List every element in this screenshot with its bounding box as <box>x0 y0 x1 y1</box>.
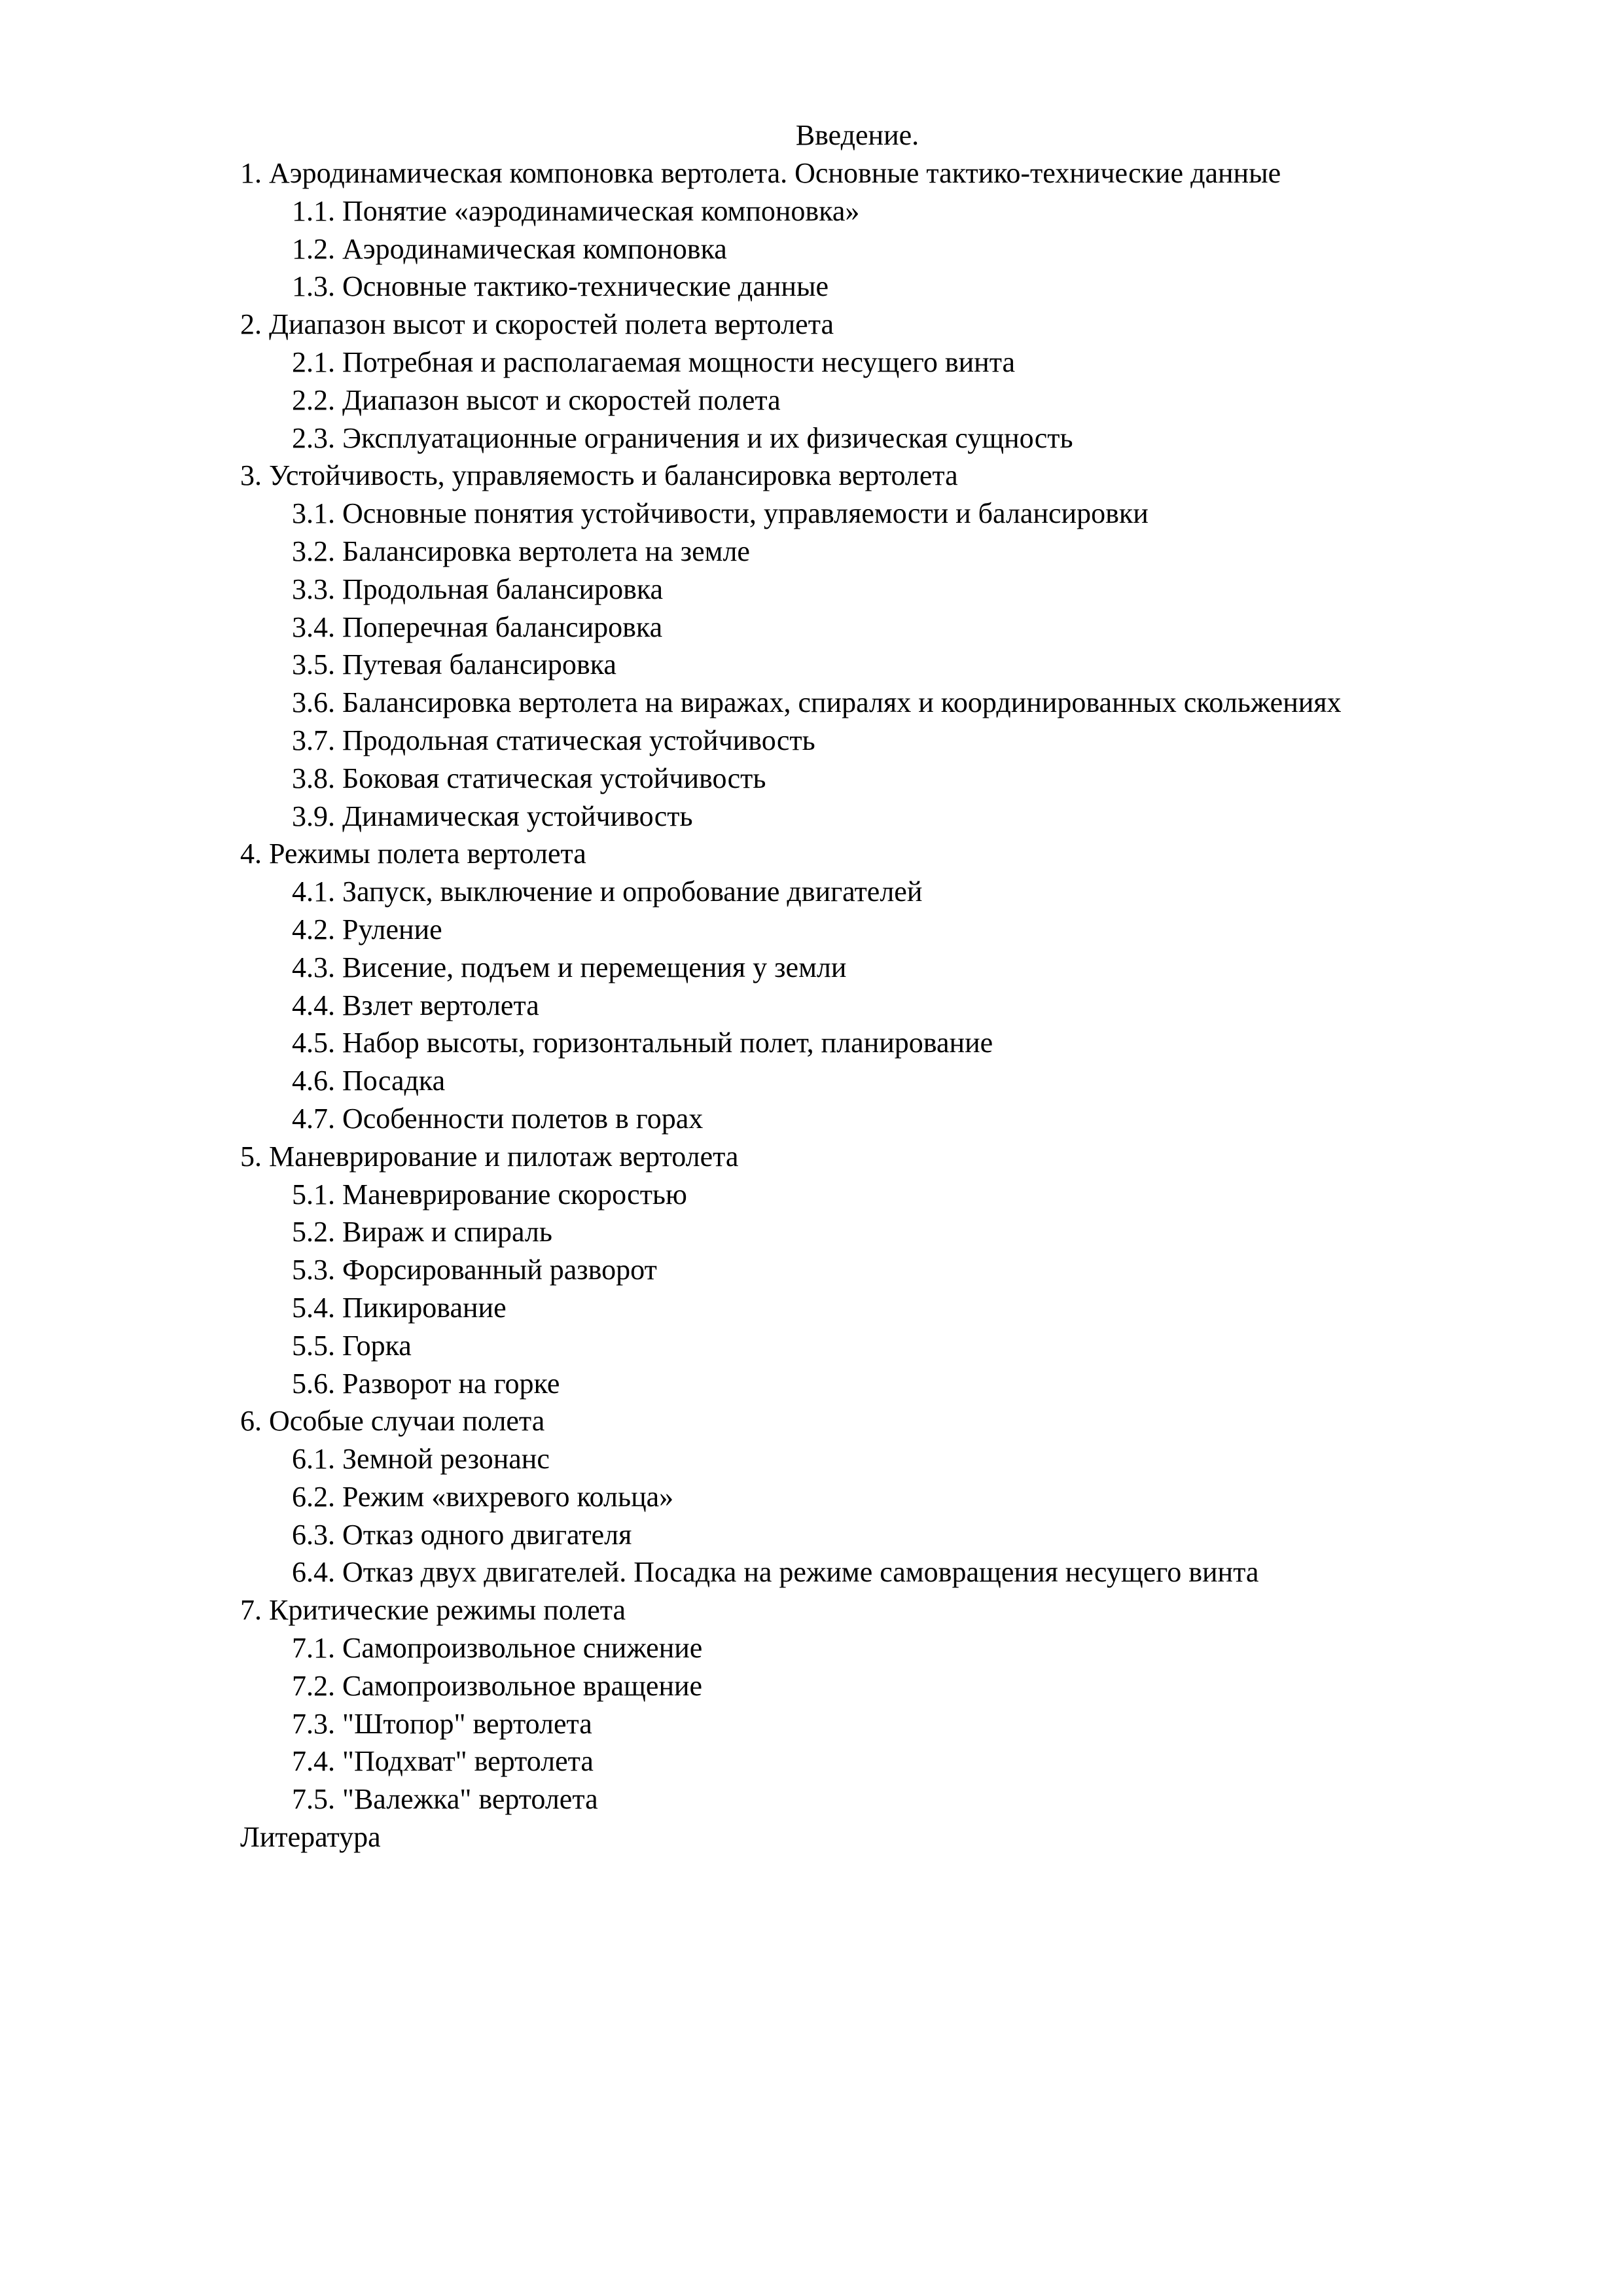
toc-subsection: 6.4. Отказ двух двигателей. Посадка на режиме самовращения несущего винта <box>292 1556 1259 1589</box>
toc-subsection: 7.2. Самопроизвольное вращение <box>292 1669 703 1702</box>
toc-subsection: 5.1. Маневрирование скоростью <box>292 1178 687 1210</box>
toc-subsection: 5.2. Вираж и спираль <box>292 1216 552 1248</box>
toc-section: 1. Аэродинамическая компоновка вертолета. Основные тактико-технические данные <box>240 157 1281 189</box>
toc-subsection: 3.2. Балансировка вертолета на земле <box>292 535 750 567</box>
toc-section: 5. Маневрирование и пилотаж вертолета <box>240 1140 739 1173</box>
toc-subsection: 5.4. Пикирование <box>292 1291 507 1324</box>
toc-subsection: 7.3. "Штопор" вертолета <box>292 1707 592 1740</box>
toc-section: 7. Критические режимы полета <box>240 1594 626 1627</box>
toc-section: 4. Режимы полета вертолета <box>240 838 586 870</box>
toc-section: 6. Особые случаи полета <box>240 1405 545 1438</box>
table-of-contents <box>240 154 1588 1856</box>
toc-subsection: 1.1. Понятие «аэродинамическая компоновка» <box>292 194 860 227</box>
toc-subsection: 2.3. Эксплуатационные ограничения и их физическая сущность <box>292 421 1073 454</box>
toc-subsection: 4.6. Посадка <box>292 1065 446 1097</box>
toc-subsection: 4.3. Висение, подъем и перемещения у земли <box>292 951 847 983</box>
toc-subsection: 5.3. Форсированный разворот <box>292 1254 657 1286</box>
toc-subsection: 4.5. Набор высоты, горизонтальный полет, планирование <box>292 1027 993 1059</box>
toc-subsection: 7.4. "Подхват" вертолета <box>292 1745 594 1778</box>
toc-subsection: 3.5. Путевая балансировка <box>292 648 616 681</box>
toc-section: Литература <box>240 1821 381 1854</box>
toc-subsection: 6.2. Режим «вихревого кольца» <box>292 1480 674 1513</box>
toc-subsection: 3.1. Основные понятия устойчивости, управляемости и балансировки <box>292 497 1149 530</box>
toc-subsection: 4.1. Запуск, выключение и опробование двигателей <box>292 875 923 908</box>
toc-subsection: 4.4. Взлет вертолета <box>292 989 539 1021</box>
toc-subsection: 7.1. Самопроизвольное снижение <box>292 1632 703 1665</box>
toc-subsection: 1.3. Основные тактико-технические данные <box>292 270 829 303</box>
toc-subsection: 2.2. Диапазон высот и скоростей полета <box>292 383 781 416</box>
toc-subsection: 3.8. Боковая статическая устойчивость <box>292 762 766 794</box>
toc-subsection: 7.5. "Валежка" вертолета <box>292 1783 598 1816</box>
document-title: Введение. <box>795 119 919 151</box>
toc-subsection: 4.7. Особенности полетов в горах <box>292 1102 704 1135</box>
toc-section: 2. Диапазон высот и скоростей полета вертолета <box>240 308 834 341</box>
toc-subsection: 3.3. Продольная балансировка <box>292 573 664 605</box>
toc-subsection: 6.1. Земной резонанс <box>292 1443 550 1475</box>
toc-subsection: 3.6. Балансировка вертолета на виражах, спиралях и координированных скольжениях <box>292 686 1342 719</box>
toc-subsection: 4.2. Руление <box>292 913 442 945</box>
toc-section: 3. Устойчивость, управляемость и балансировка вертолета <box>240 459 958 492</box>
toc-subsection: 2.1. Потребная и располагаемая мощности несущего винта <box>292 345 1015 378</box>
toc-subsection: 6.3. Отказ одного двигателя <box>292 1518 632 1551</box>
toc-subsection: 3.9. Динамическая устойчивость <box>292 800 693 832</box>
toc-subsection: 3.7. Продольная статическая устойчивость <box>292 724 815 756</box>
toc-subsection: 5.5. Горка <box>292 1329 412 1362</box>
toc-subsection: 3.4. Поперечная балансировка <box>292 610 663 643</box>
toc-subsection: 1.2. Аэродинамическая компоновка <box>292 232 727 265</box>
toc-subsection: 5.6. Разворот на горке <box>292 1367 560 1400</box>
